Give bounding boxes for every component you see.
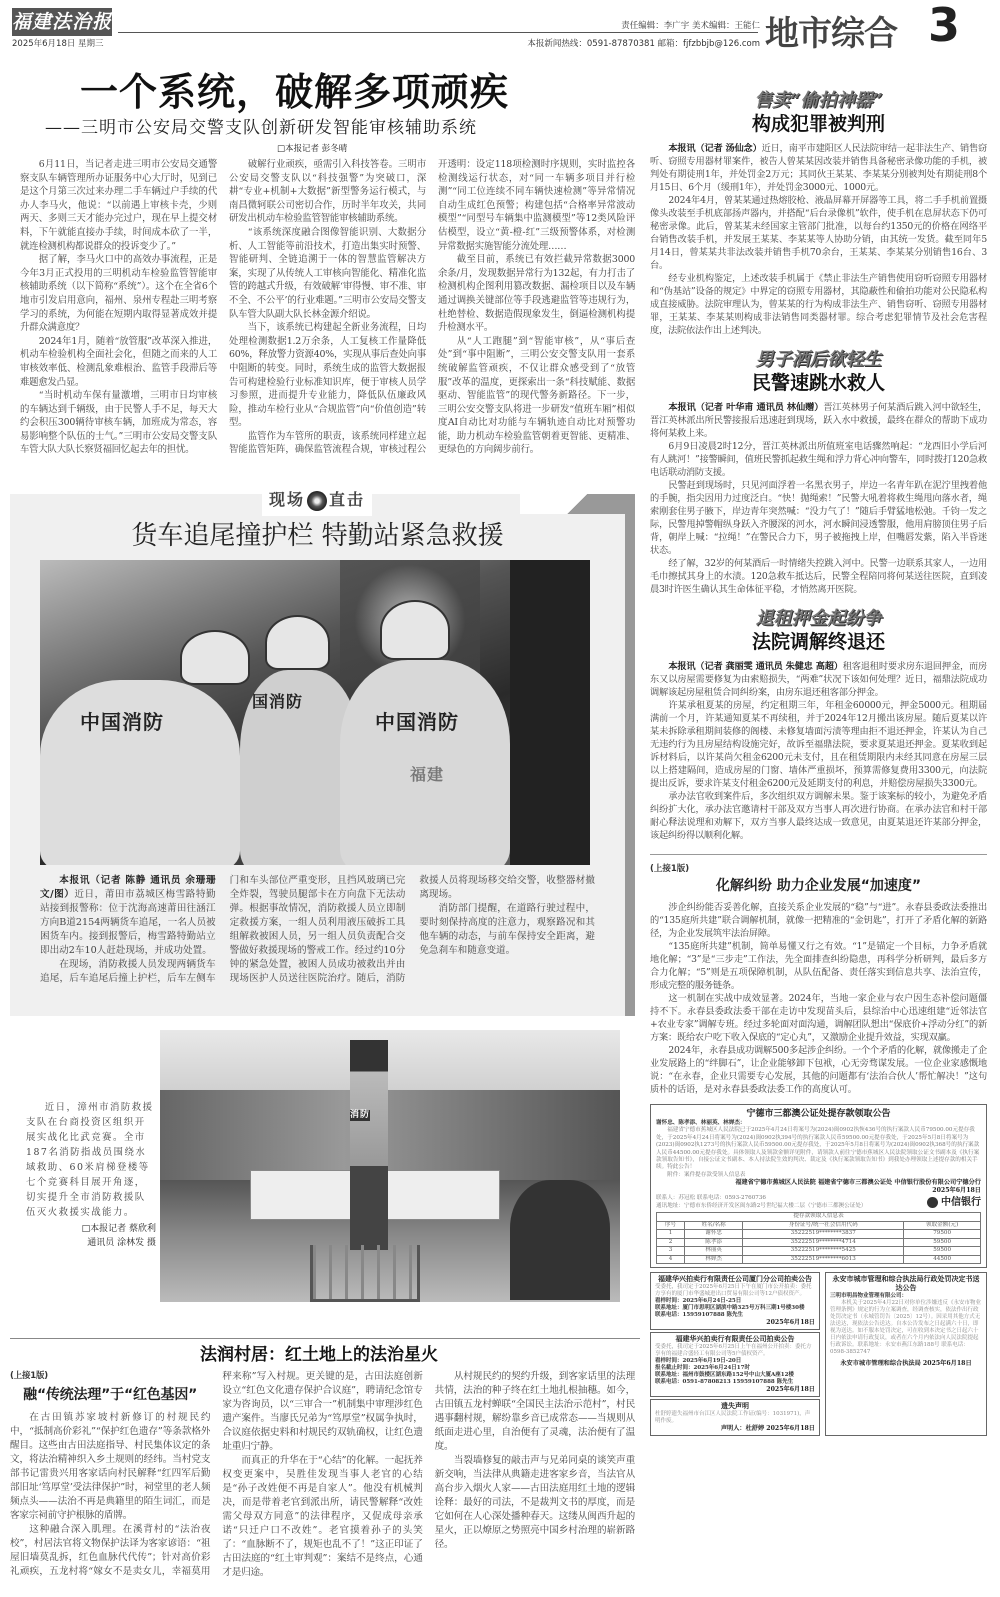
article-enterprise-mediation bbox=[650, 863, 987, 1096]
paragraph: 从村规民约的契约升级，到客家话里的法理共情，法治的种子终在红土地扎根抽穗。如今，古田镇五龙村蝉联“全国民主法治示范村”，村民遇事翻村规，解纷靠乡音已成常态——当规则从纸面走进心里，自治便有了灵魂，法治便有了温度。 bbox=[434, 1371, 635, 1452]
paragraph bbox=[40, 874, 216, 958]
truck-cab bbox=[510, 560, 590, 865]
firefighter-on-ladder bbox=[350, 1040, 388, 1250]
vest-text: 中国消防 bbox=[80, 710, 164, 734]
ad-body: 杜舒婷遗失福州市台江区人民法院工作证(编号：1031971)，声明作废。 bbox=[655, 1411, 811, 1425]
table-cell: 44500 bbox=[904, 1255, 981, 1264]
dateline: 本报讯（记者 陈静 通讯员 余珊珊 文/图） bbox=[40, 875, 216, 900]
rescue-headline: 货车追尾撞护栏 特勤站紧急救援 bbox=[131, 521, 504, 551]
paragraph-text: 近日，莆田市荔城区梅雪路特勤站接到报警称：位于沈海高速莆田往涵江方向B道2154两辆货车追尾，一名人员被困货车内。接到报警后，梅雪路特勤站立即出动2车10人赶赴现场，并成功处置。 bbox=[40, 889, 216, 956]
vest-text: 国消防 bbox=[252, 692, 304, 711]
paragraph: “135庭所共建”机制，简单易懂又行之有效。“1”是锚定一个目标，力争矛盾就地化解；“3”是“三步走”工作法，先全面排查纠纷隐患，再科学分析研判，最后多方合力化解；“5”则是五项保障机制，从队伍配备、责任落实到信息共享、法治宣传，形成完整的服务链条。 bbox=[650, 941, 987, 991]
table-cell: 1 bbox=[657, 1230, 685, 1239]
notice-attachment: 附件：案件提存款受领人信息表 bbox=[667, 1171, 746, 1178]
caption-text: 近日，漳州市消防救援支队在台商投资区组织开展实战化比武竞赛。全市187名消防指战员围绕水域救助、60米肩梯登楼等七个竞赛科目展开角逐，切实提升全市消防救援队伍灭火救援实战能力。 bbox=[26, 1102, 154, 1218]
table-cell: 79500 bbox=[904, 1230, 981, 1239]
paragraph: 这一机制在实战中成效显著。2024年，当地一家企业与农户因生态补偿问题僵持不下。永春县委政法委干部在走访中发现苗头后，县综治中心迅速组建“近邻法官+农业专家”调解专班。经过多轮面对面沟通，调解团队想出“保底价+浮动分红”的新方案：既给农户吃下收入保底的“定心丸”，又激励企业提升效益，实现双赢。 bbox=[650, 993, 987, 1043]
rescue-article-body bbox=[40, 874, 595, 986]
ad-body: 受委托，我司定于2025年6月25日上午在福州公开拍卖：委托方享有的福建合盛轻工有限公司等5户债权资产。 bbox=[655, 1344, 812, 1358]
ad-body: 本机关于2025年4月22日对你单位涉嫌违反《永安市物业管理条例》规定的行为立案调查，经调查核实，依法作出行政处罚决定书（永城管罚告〔2025〕12号）。因采用其他方式无法送达，现依法公告送达。自本公告发布之日起满六十日，即视为送达。如不服本处罚决定，可在收到本决定书之日起六十日内依法申请行政复议，或者在六个月内依法向人民法院提起行政诉讼。联系地址：永安市燕江东路188号 联系电话：0598-3852747 bbox=[830, 1300, 981, 1356]
lead-headline: 一个系统，破解多项顽疾 bbox=[80, 70, 510, 114]
kicker: 售卖“偷拍神器” bbox=[754, 90, 883, 111]
table-cell: 35222519********3837 bbox=[743, 1230, 904, 1239]
recipient-table bbox=[656, 1212, 981, 1264]
paragraph: 在现场，消防救援人员发现两辆货车追尾，后车追尾后撞上护栏，后车左侧车门和车头部位严重变形，且挡风玻璃已完全炸裂，驾驶员腿部卡在方向盘下无法动弹。根据事故情况，消防救援人员立即制定救援方案，一组人员利用液压破拆工具组解救被困人员，另一组人员负责配合交警做好救援现场的警戒工作。经过约10分钟的紧急处置，被困人员成功被救出并由现场医护人员送往医院治疗。随后，消防救援人员将现场移交给交警，收整器材撤离现场。 bbox=[40, 875, 595, 984]
divider bbox=[10, 1338, 640, 1339]
ad-label: 联系电话：15959107888 陈先生 bbox=[655, 1312, 744, 1319]
paragraph: 6月9日凌晨2时12分，晋江英林派出所值班室电话骤然响起：“龙西旧小学后河有人跳河！”接警瞬间，值班民警抓起救生绳和浮力背心冲向警车，同时拨打120急救电话联动消防支援。 bbox=[650, 441, 987, 478]
table-row bbox=[657, 1247, 981, 1256]
paragraph: 经了解，32岁的何某酒后一时情绪失控跳入河中。民警一边联系其家人，一边用毛巾擦拭其身上的水渍。120急救车抵达后，民警全程陪同将何某送往医院，直到凌晨3时许医生确认其生命体征平稳，才悄然离开医院。 bbox=[650, 558, 987, 595]
table-cell: 59500 bbox=[904, 1247, 981, 1256]
article-title: 构成犯罪被判刑 bbox=[751, 113, 885, 135]
table-cell: 59500 bbox=[904, 1238, 981, 1247]
hotline: 本报新闻热线：0591-87870381 邮箱：fjfzbbjb@126.com bbox=[527, 39, 760, 49]
article-title: 化解纠纷 助力企业发展“加速度” bbox=[715, 878, 922, 894]
table-row bbox=[657, 1238, 981, 1247]
article-spy-phones bbox=[650, 90, 987, 337]
notice-signatories: 福建省宁德市蕉城区人民法院 福建省宁德市三都澳公证处 中信银行股份有限公司宁德分行 bbox=[735, 1179, 981, 1187]
photo-credit: □本报记者 蔡欣利 bbox=[81, 1224, 156, 1234]
decor-corner bbox=[520, 494, 635, 514]
paragraph: 截至目前，系统已有效拦截异常数据3000余条/月，发现数据异常行为132起，有力打击了检测机构企图利用篡改数据、漏检项目以及车辆通过调换关键部位等手段逃避监管等违规行为，杜绝替检、数据造假现象发生，倒逼检测机构提升检测水平。 bbox=[438, 254, 635, 334]
notice-contact: 联系人：苏冠松 联系电话：0593-2760736 bbox=[656, 1195, 766, 1202]
rescue-photo bbox=[40, 560, 590, 865]
paragraph-text: 晋江英林男子何某酒后跳入河中欲轻生，晋江英林派出所民警接报后迅速赶到现场，跃入水中救援，最终在群众的帮助下成功将何某救上来。 bbox=[650, 402, 988, 439]
paragraph: “该系统深度融合图像智能识别、大数据分析、人工智能等前沿技术，打造出集实时预警、智能研判、全链追溯于一体的智慧监管解决方案，实现了从传统人工审核向智能化、精准化监管的跨越式升级，有效破解‘审得慢、审不准、审不全、不公平’的行业难题。”三明市公安局交警支队车管大队副大队长林金源介绍说。 bbox=[229, 226, 426, 320]
ad-signer: 声明人：杜舒婷 bbox=[720, 1425, 765, 1433]
badge-text-left: 现场 bbox=[268, 490, 305, 509]
ads-row bbox=[650, 1272, 987, 1436]
helmet bbox=[180, 630, 250, 685]
paragraph: 消防部门提醒，在道路行驶过程中，要时刻保持高度的注意力，观察路况和其他车辆的动态，与前车保持安全距离，避免急刹车和随意变道。 bbox=[419, 903, 595, 956]
article-rescue-drowning bbox=[650, 349, 987, 596]
table-cell: 林丽英 bbox=[685, 1247, 743, 1256]
paragraph: 破解行业顽疾，亟需引入科技答卷。三明市公安局交警支队以“科技强警”为突破口，深耕“专业+机制+大数据”新型警务运行模式，与南昌微轲联公司密切合作，历时半年攻关，共同研发出机动车检验监管智能审核辅助系统。 bbox=[229, 159, 426, 225]
dateline: 本报讯（记者 汤仙念） bbox=[668, 143, 762, 154]
live-report-badge bbox=[262, 484, 372, 516]
lead-subtitle: ——三明市公安局交警支队创新研发智能审核辅助系统 bbox=[45, 118, 477, 138]
lead-article-body bbox=[20, 158, 635, 457]
helmet bbox=[380, 600, 450, 660]
bottom-banner-title: 法润村居：红土地上的法治星火 bbox=[200, 1345, 438, 1365]
ad-date: 2025年6月18日 bbox=[766, 1386, 815, 1394]
paragraph bbox=[650, 401, 987, 440]
badge-text-right: 直击 bbox=[329, 490, 366, 509]
paragraph: 经专业机构鉴定，上述改装手机属于《禁止非法生产销售使用窃听窃照专用器材和“伪基站”设备的规定》中界定的窃照专用器材，其隐蔽性和偷拍功能对公民隐私构成直接威胁。法院审理认为，曾某某的行为构成非法生产、销售窃听、窃照专用器材罪，王某某、李某某则构成非法销售同类器材罪。综合考虑犯罪情节及社会危害程度，法院依法作出上述判决。 bbox=[650, 273, 987, 336]
paragraph-text: 近日，南平市建阳区人民法院审结一起非法生产、销售窃听、窃照专用器材罪案件，被告人曾某某因改装并销售具备秘密录像功能的手机，被判处有期徒刑1年，并处罚金2万元；其同伙王某某、李某某分别被判处有期徒刑8个月15日、6个月（缓刑1年），并处罚金3000元、1000元。 bbox=[650, 143, 987, 193]
paragraph: 当下，该系统已构建起全新业务流程，日均处理检测数据1.2万余条，人工复核工作量降低60%，释放警力资源40%，实现从事后查处向事中阻断的转变。同时，系统生成的监管大数据报告可构建检验行业标准知识库，便于审核人员学习参照，进而提升专业能力，降低队伍廉政风险，推动车检行业从“合规监管”向“价值创造”转型。 bbox=[229, 322, 426, 429]
right-column bbox=[650, 90, 987, 1436]
ad-label: 联系地址：福州市鼓楼区湖东路152号中山大厦A座12楼 bbox=[655, 1372, 794, 1379]
table-row bbox=[657, 1230, 981, 1239]
table-header-row bbox=[657, 1221, 981, 1230]
table-cell: 陈孝添 bbox=[685, 1238, 743, 1247]
table-cell: 35222519********5425 bbox=[743, 1247, 904, 1256]
loss-statement bbox=[650, 1399, 820, 1436]
spectators bbox=[510, 1180, 610, 1300]
notice-address: 通讯地址：宁德市东侨经济开发区闽东路2号世纪福大楼二层（宁德市三都澳公证处） bbox=[656, 1202, 867, 1209]
vest-text: 福建 bbox=[410, 765, 445, 784]
ad-date: 2025年6月18日 bbox=[766, 1319, 815, 1327]
paragraph: 当裂墙修复的敲击声与兄弟同桌的谈笑声重新交响，当法律从典籍走进客家乡音，当法官从高台步入烟火人家——古田法庭用红土地的逻辑诠释：最好的司法，不是裁判文书的厚度，而是它如何在人心深处播种春天。这缕从闽西升起的星火，正以燎原之势照亮中国乡村治理的崭新路径。 bbox=[434, 1455, 635, 1550]
penalty-service-notice bbox=[825, 1272, 987, 1436]
ad-addressee: 三明市明昌物业管理有限公司： bbox=[830, 1293, 908, 1300]
continued-label: (上接1版) bbox=[10, 1371, 48, 1381]
header-rule bbox=[118, 32, 758, 33]
newspaper-logo bbox=[12, 8, 112, 36]
section-name: 地市综合 bbox=[765, 14, 897, 54]
paragraph: “当时机动车保有量激增，三明市日均审核的车辆达到千辆级，由于民警人手不足，每天大约会积压300辆待审核车辆，加班成为常态，容易影响整个队伍的士气。”三明市公安局交警支队车管大队大队长察贤福回忆起去年的担忧。 bbox=[20, 390, 217, 456]
table-cell: 谢怀忠 bbox=[685, 1230, 743, 1239]
notice-body: 福建省宁德市蕉城区人民法院已于2025年4月24日将案号为(2024)闽0902执恢436号的执行案款人民币79500.00元提存我处，于2025年4月24日将案号为(2024)闽0902执394号的执行案款人民币59500.00元提存我处，于2025年5月8日将案号为(2023)闽0902执1273号的执行案款人民币59500.00元提存我处，于2025年5月8日将案号为(2024)闽0902执368号的执行案款人民币44500.00元提存我处。具体领取人及领款金额详见附件，请领款人前往宁德市蕉城区人民法院领取公证文书副本及《执行案款领取告知书》，自接公证文书副本、本人持法院生效的判决、裁定及《执行案款领取告知书》到我处办理领取上述提存款的相关手续。特此公告！ bbox=[656, 1127, 980, 1171]
bottom-article-body bbox=[10, 1370, 635, 1580]
bank-logo-icon bbox=[927, 1197, 938, 1208]
paragraph: 这种融合深入肌理。在溪背村的“法治夜校”，村居法官将文物保护法译为客家谚语：“祖屋旧墙莫乱拆，红色血脉代代传”；针对高价彩礼顽疾，五龙村将“嫁女不是卖女儿，幸福莫用秤来称”写入村规。更关键的是，古田法庭创新设立“红色文化遗存保护合议庭”，聘请纪念馆专家为咨询员，以“三审合一”机制集中审理涉红色遗产案件。当廖氏兄弟为“笃厚堂”权属争执时，合议庭依据史料和村规民约双轨确权，让红色遗址重归宁静。 bbox=[10, 1371, 423, 1577]
ad-body: 受委托，我司定于2025年6月25日下午在厦门市公开拍卖：委托方享有的厦门市华盛城进出口贸易有限公司等12户债权资产。 bbox=[655, 1284, 812, 1298]
paragraph: 承办法官收到案件后，多次组织双方调解未果。鉴于该案标的较小，为避免矛盾纠纷扩大化，承办法官邀请村干部及双方当事人再次进行协商。在承办法官和村干部耐心释法说理和劝解下，双方当事人最终达成一致意见，由夏某退还许某部分押金，该起纠纷得以顺利化解。 bbox=[650, 791, 987, 841]
ad-title: 福建华兴拍卖行有限责任公司拍卖公告 bbox=[675, 1335, 795, 1344]
photo-credit: 通讯员 涂林发 摄 bbox=[87, 1238, 156, 1248]
auction-notice-fuzhou bbox=[650, 1332, 820, 1397]
divider bbox=[650, 854, 987, 855]
ad-label: 看样时间：2025年6月24日-25日 bbox=[655, 1298, 742, 1305]
paragraph: 而真正的升华在于“心结”的化解。一起抚养权变更案中，吴胜佳发现当事人老官的心结是“孙子改姓便不再是自家人”。他没有机械判决，而是带着老官到派出所，请民警解释“改姓需父母双方同意”的法律程序，又促成母亲承诺“只迁户口不改姓”。老官摸着孙子的头笑了：“血脉断不了，规矩也乱不了！”这正印证了古田法庭的“红土审判观”：案结不是终点，心通才是归途。 bbox=[222, 1455, 423, 1578]
table-cell: 2 bbox=[657, 1238, 685, 1247]
ad-label: 报名截止时间：2025年6月24日17时 bbox=[655, 1365, 750, 1372]
ad-date: 2025年6月18日 bbox=[766, 1425, 815, 1433]
table-cell: 林婵杰 bbox=[685, 1255, 743, 1264]
editors-credit: 责任编辑：李广宇 美术编辑：王能仁 bbox=[621, 21, 760, 31]
continued-label: (上接1版) bbox=[650, 864, 690, 874]
table-cell: 3 bbox=[657, 1247, 685, 1256]
paragraph: 2024年，永春县成功调解500多起涉企纠纷。一个个矛盾的化解，就像搬走了企业发展路上的“绊脚石”，让企业能够卸下包袱，心无旁骛谋发展。一位企业家感慨地说：“在永春，企业只需要专心发展，其他的问题都有‘法治合伙人’帮忙解决！”这句质朴的话语，是对永春县委政法委工作的高度认可。 bbox=[650, 1045, 987, 1095]
drill-caption bbox=[26, 1100, 156, 1250]
ads-left-stack bbox=[650, 1272, 820, 1436]
drill-photo bbox=[160, 1030, 620, 1302]
paragraph: 6月11日，当记者走进三明市公安局交通警察支队车辆管理所办证服务中心大厅时，见到已是这个月第三次过来办理二手车辆过户手续的代办人李马火，他说：“以前遇上审核卡壳，少则两天、多则三天才能办完过户，现在早上提交材料，下午就能直接办手续，时间成本砍了一半，就连检测机构都说群众的投诉变少了。” bbox=[20, 159, 217, 252]
trees bbox=[160, 1090, 620, 1180]
kicker: 男子酒后欲轻生 bbox=[755, 349, 882, 370]
bank-logo-text: 中信银行 bbox=[941, 1196, 981, 1208]
paragraph: 民警赶到现场时，只见河面浮着一名黑衣男子，岸边一名青年趴在泥泞里拽着他的手腕，指尖因用力过度泛白。“快！抛绳索！”民警大吼着将救生绳甩向落水者，绳索刚套住男子腋下，岸边青年突然喊：“没力气了！”随后手臂猛地松弛。千钧一发之际，民警甩掉警帽纵身跃入齐腰深的河水，河水瞬间浸透警服，他用肩膀顶住男子后背，朝岸上喊：“拉绳！”在警民合力下，男子被拖拽上岸，但嘴唇发紫，陷入半昏迷状态。 bbox=[650, 480, 987, 556]
notice-date: 2025年6月18日 bbox=[932, 1187, 981, 1195]
table-cell: 4 bbox=[657, 1255, 685, 1264]
page-number: 3 bbox=[928, 0, 961, 52]
ad-signer: 永安市城市管理和综合执法局 2025年6月18日 bbox=[840, 1360, 972, 1368]
column-header: 身份证号/统一社会信用代码 bbox=[743, 1221, 904, 1230]
paragraph: 2024年1月，随着“放管服”改革深入推进，机动车检验机构全面社会化，但随之而来的人工审核效率低、检测乱象难根治、监管手段滞后等难题愈发凸显。 bbox=[20, 335, 217, 388]
ad-label: 联系地址：厦门市思明区湖滨中路325号万科三期1号楼30楼 bbox=[655, 1305, 805, 1312]
firefighter-figure bbox=[340, 660, 510, 865]
auction-notice-xiamen bbox=[650, 1272, 820, 1330]
paragraph: 从“人工跑腿”到“智能审核”，从“事后查处”到“事中阻断”，三明公安交警支队用一套系统破解监管顽疾，不仅让群众感受到了“放管服”改革的温度，更探索出一条“科技赋能、数据驱动、智能监管”的现代警务新路径。下一步，三明公安交警支队将进一步研发“值班车厢”相似度AI自动比对功能与车辆轨迹自动比对预警功能，助力机动车检验监管朝着更智能、更精准、更绿色的方向阔步前行。 bbox=[438, 335, 635, 456]
table-cell: 35222519********6013 bbox=[743, 1255, 904, 1264]
logo-text: 福建法治报 bbox=[12, 11, 113, 33]
article-body bbox=[650, 401, 987, 596]
article-title: 民警速跳水救人 bbox=[751, 372, 885, 394]
column-header: 领取金额(元) bbox=[904, 1221, 981, 1230]
issue-date: 2025年6月18日 星期三 bbox=[12, 39, 104, 49]
lead-byline: □本报记者 彭冬晴 bbox=[277, 144, 348, 154]
table-title: 提存款领取人信息表 bbox=[657, 1213, 981, 1222]
ad-title: 遗失声明 bbox=[721, 1402, 749, 1411]
paragraph-text: 租客退租时要求房东退回押金，而房东又以房屋需要修复为由索赔损失，“两难”状况下该如何处理？近日，福鼎法院成功调解该起房屋租赁合同纠纷案，由房东退还租客部分押金。 bbox=[650, 661, 987, 698]
paragraph: 据了解，李马火口中的高效办事流程，正是今年3月正式投用的三明机动车检验监管智能审核辅助系统（以下简称“系统”）。这个在全省6个地市引发启用意向，福州、泉州专程赴三明考察学习的系统，为何能在短期内取得显著成效并提升群众满意度？ bbox=[20, 254, 217, 334]
table-row bbox=[657, 1255, 981, 1264]
bank-logo bbox=[927, 1197, 981, 1209]
helmet bbox=[265, 615, 330, 670]
vest-text: 中国消防 bbox=[375, 710, 459, 734]
ad-label: 看样时间：2025年6月19日-20日 bbox=[655, 1358, 742, 1365]
article-title: 融“传统法理”于“红色基因” bbox=[23, 1387, 198, 1403]
article-body bbox=[650, 901, 987, 1096]
article-body bbox=[650, 142, 987, 337]
paragraph: 涉企纠纷能否妥善化解，直接关系企业发展的“稳”与“进”。永春县委政法委推出的“135庭所共建”联合调解机制，就像一把精准的“金钥匙”，打开了矛盾化解的新路径，为企业发展筑牢法治屏障。 bbox=[650, 902, 987, 939]
vest-text: 消防 bbox=[350, 1110, 371, 1120]
camera-lens-icon bbox=[307, 491, 327, 511]
firefighter-figure bbox=[40, 680, 240, 865]
paragraph bbox=[650, 660, 987, 699]
dateline: 本报讯（记者 叶华甫 通讯员 林仙赠） bbox=[668, 402, 824, 413]
paragraph: 许某承租夏某的房屋，约定租期三年，年租金60000元，押金5000元。租期届满前一个月，许某通知夏某不再续租，并于2024年12月搬出该房屋。随后夏某以许某未拆除承租期间装修的阁楼、未修复墙面污渍等理由拒不退还押金，许某认为自己无违约行为且房屋结构设施完好，故诉至福鼎法院，要求夏某退还押金。夏某收到起诉材料后，以许某尚欠租金6200元未支付，且在租赁期限内未经其同意在房屋三层以上搭建隔间，造成房屋的门窗、墙体严重损坏，预算需修复费用3300元，向法院提出反诉，要求许某支付租金6200元及延期支付的利息，并赔偿房屋损失3300元。 bbox=[650, 700, 987, 789]
ad-title: 福建华兴拍卖行有限责任公司厦门分公司拍卖公告 bbox=[658, 1275, 812, 1284]
paragraph: 监管作为车管所的职责，该系统同样建立起智能监管矩阵，确保监管流程合规，审核过程公开透明：设定118项检测时序规则，实时监控各检测线运行状态，对“同一车辆多项目并行检测”“同工位连续不同车辆快速检测”等异常情况自动生成红色预警；构建包括“合格率异常波动模型”“同型号车辆集中监测模型”等12类风险评估模型，设立“黄-橙-红”三级预警体系，对检测异常数据实施智能分流处理…… bbox=[229, 159, 635, 456]
decor-bar bbox=[625, 507, 635, 1016]
notice-title: 宁德市三都澳公证处提存款领取公告 bbox=[746, 1109, 891, 1119]
notice-addressees: 谢怀忠、陈孝添、林丽英、林婵杰： bbox=[656, 1120, 746, 1126]
paragraph bbox=[650, 142, 987, 194]
article-body bbox=[650, 660, 987, 842]
ad-title: 永安市城市管理和综合执法局行政处罚决定书送达公告 bbox=[832, 1275, 980, 1293]
dateline: 本报讯（记者 龚丽雯 通讯员 朱健忠 高超） bbox=[668, 661, 843, 672]
paragraph: 2024年4月，曾某某通过热熔胶枪、液晶屏幕开屏器等工具，将二手手机前置摄像头改装至手机底部扬声器内，并搭配“后台录像机”软件，使手机在息屏状态下仍可秘密录像。此后，曾某某未经国家主管部门批准，以每台约1350元的价格在网络平台销售改装手机，并发展王某某、李某某等人协助分销，由其统一发货。截至同年5月14日，曾某某共非法改装并销售手机70余台，王某某、李某某分别销售16台、3台。 bbox=[650, 195, 987, 271]
paragraph: 在古田镇苏家坡村新修订的村规民约中，“抵制高价彩礼”“保护红色遗存”等条款格外醒目。这些由古田法庭指导、村民集体议定的条文，将法治精神织入乡土规则的经纬。当村党支部书记雷贵兴用客家话向村民解释“红四军后勤部旧址‘笃厚堂’受法律保护”时，祠堂里的老人频频点头——法治不再是典籍里的陌生词汇，而是客家宗祠前守护根脉的盾牌。 bbox=[10, 1412, 211, 1521]
article-title: 法院调解终退还 bbox=[751, 631, 885, 653]
escrow-notice bbox=[650, 1104, 987, 1268]
column-header: 序号 bbox=[657, 1221, 685, 1230]
kicker: 退租押金起纷争 bbox=[755, 608, 882, 629]
column-header: 姓名/名称 bbox=[685, 1221, 743, 1230]
ad-label: 联系电话：0591-87808213 15959107888 陈先生 bbox=[655, 1379, 794, 1386]
table-cell: 35222519********4714 bbox=[743, 1238, 904, 1247]
ladder bbox=[310, 1245, 420, 1302]
article-deposit-dispute bbox=[650, 608, 987, 842]
